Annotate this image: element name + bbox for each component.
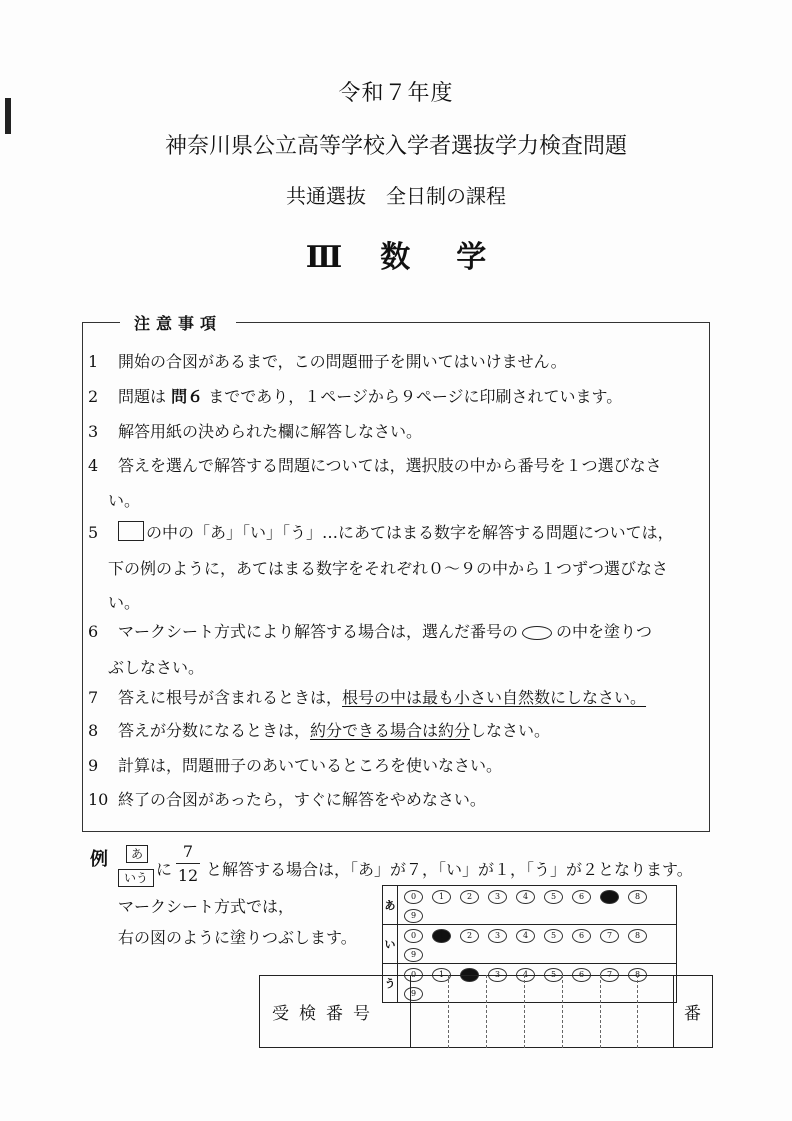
notice-item-7: 7 答えに根号が含まれるときは，根号の中は最も小さい自然数にしなさい。 (88, 688, 647, 707)
notice-item-8: 8 答えが分数になるときは，約分できる場合は約分しなさい。 (88, 721, 551, 740)
fraction-denominator: 12 (177, 866, 199, 885)
notice-item-5: 5 の中の「あ」「い」「う」…にあてはまる数字を解答する問題については， (88, 523, 674, 542)
exam-number-label: 受検番号 (272, 1004, 380, 1024)
bubble: 6 (572, 929, 591, 943)
mark-row-label: う (383, 964, 398, 1003)
example-fraction (176, 842, 200, 885)
bubble: 1 (432, 968, 451, 982)
exam-digit-divider (600, 975, 601, 1048)
filled-bubble: 2 (460, 968, 479, 982)
oval-icon (522, 626, 552, 640)
bubble: 9 (404, 909, 423, 923)
notice-item-9: 9 計算は，問題冊子のあいているところを使いなさい。 (88, 756, 503, 775)
bubble: 0 (404, 968, 423, 982)
bubble: 0 (404, 929, 423, 943)
bubble: 8 (628, 968, 647, 982)
example-label: 例 (90, 849, 108, 870)
exam-divider (673, 975, 674, 1048)
example-text: と解答する場合は，「あ」が７，「い」が１，「う」が２となります。 (206, 860, 693, 879)
bubble: 1 (432, 890, 451, 904)
bubble: 6 (572, 890, 591, 904)
bubble: 9 (404, 987, 423, 1001)
bubble: 5 (544, 929, 563, 943)
mark-bubbles (398, 925, 677, 964)
example-ni: に (156, 860, 173, 879)
subject-number: Ⅲ (305, 240, 343, 275)
bubble: 4 (516, 929, 535, 943)
bubble: 8 (628, 890, 647, 904)
notice-item-6: 6 マークシート方式により解答する場合は，選んだ番号の の中を塗りつ (88, 622, 653, 641)
notice-item-1: 1 開始の合図があるまで，この問題冊子を開いてはいけません。 (88, 352, 567, 371)
bubble: 7 (600, 929, 619, 943)
answer-box-icon (118, 521, 144, 541)
example-mark-line1: マークシート方式では， (118, 897, 295, 916)
notice-item-5-cont: 下の例のように，あてはまる数字をそれぞれ０～９の中から１つずつ選びなさ (108, 559, 669, 578)
bubble: 4 (516, 968, 535, 982)
notice-item-5-cont2: い。 (108, 593, 141, 612)
filled-bubble: 1 (432, 929, 451, 943)
exam-digit-divider (562, 975, 563, 1048)
fraction-numerator: 7 (182, 842, 194, 861)
subject-char-2: 学 (456, 240, 487, 275)
bubble: 9 (404, 948, 423, 962)
bubble: 7 (600, 968, 619, 982)
mark-bubbles (398, 886, 677, 925)
notice-item-4-cont: い。 (108, 491, 141, 510)
notice-item-4: 4 答えを選んで解答する問題については，選択肢の中から番号を１つ選びなさ (88, 456, 662, 475)
notice-item-3: 3 解答用紙の決められた欄に解答しなさい。 (88, 422, 423, 441)
exam-digit-divider (486, 975, 487, 1048)
notice-item-2: 2 問題は 問６ までであり，１ページから９ページに印刷されています。 (88, 387, 623, 406)
exam-year: 令和７年度 (338, 81, 454, 106)
notice-item-10: 10 終了の合図があったら，すぐに解答をやめなさい。 (88, 790, 486, 809)
mark-row-label: あ (383, 886, 398, 925)
notice-title: 注意事項 (120, 311, 236, 334)
bubble: 8 (628, 929, 647, 943)
bubble: 4 (516, 890, 535, 904)
example-mark-line2: 右の図のように塗りつぶします。 (118, 928, 357, 947)
fraction-bar (176, 863, 200, 864)
bubble: 3 (488, 968, 507, 982)
bubble: 3 (488, 890, 507, 904)
exam-digit-divider (448, 975, 449, 1048)
exam-divider (410, 975, 411, 1048)
exam-number-suffix: 番 (684, 1004, 701, 1024)
mark-row (383, 925, 677, 964)
bubble: 2 (460, 890, 479, 904)
exam-title: 神奈川県公立高等学校入学者選抜学力検査問題 (164, 134, 627, 159)
exam-course: 共通選抜 全日制の課程 (286, 184, 506, 208)
filled-bubble: 7 (600, 890, 619, 904)
notice-item-6-cont: ぶしなさい。 (108, 658, 205, 677)
bubble: 6 (572, 968, 591, 982)
example-answer-boxes (118, 845, 154, 887)
exam-digit-divider (524, 975, 525, 1048)
bubble: 0 (404, 890, 423, 904)
example-box-a: あ (126, 845, 148, 863)
bubble: 3 (488, 929, 507, 943)
bubble: 5 (544, 968, 563, 982)
exam-digit-divider (637, 975, 638, 1048)
bubble: 5 (544, 890, 563, 904)
mark-row-label: い (383, 925, 398, 964)
subject-heading (0, 232, 792, 276)
example-box-iu: いう (118, 869, 154, 887)
subject-char-1: 数 (380, 240, 411, 275)
bubble: 2 (460, 929, 479, 943)
mark-row (383, 886, 677, 925)
